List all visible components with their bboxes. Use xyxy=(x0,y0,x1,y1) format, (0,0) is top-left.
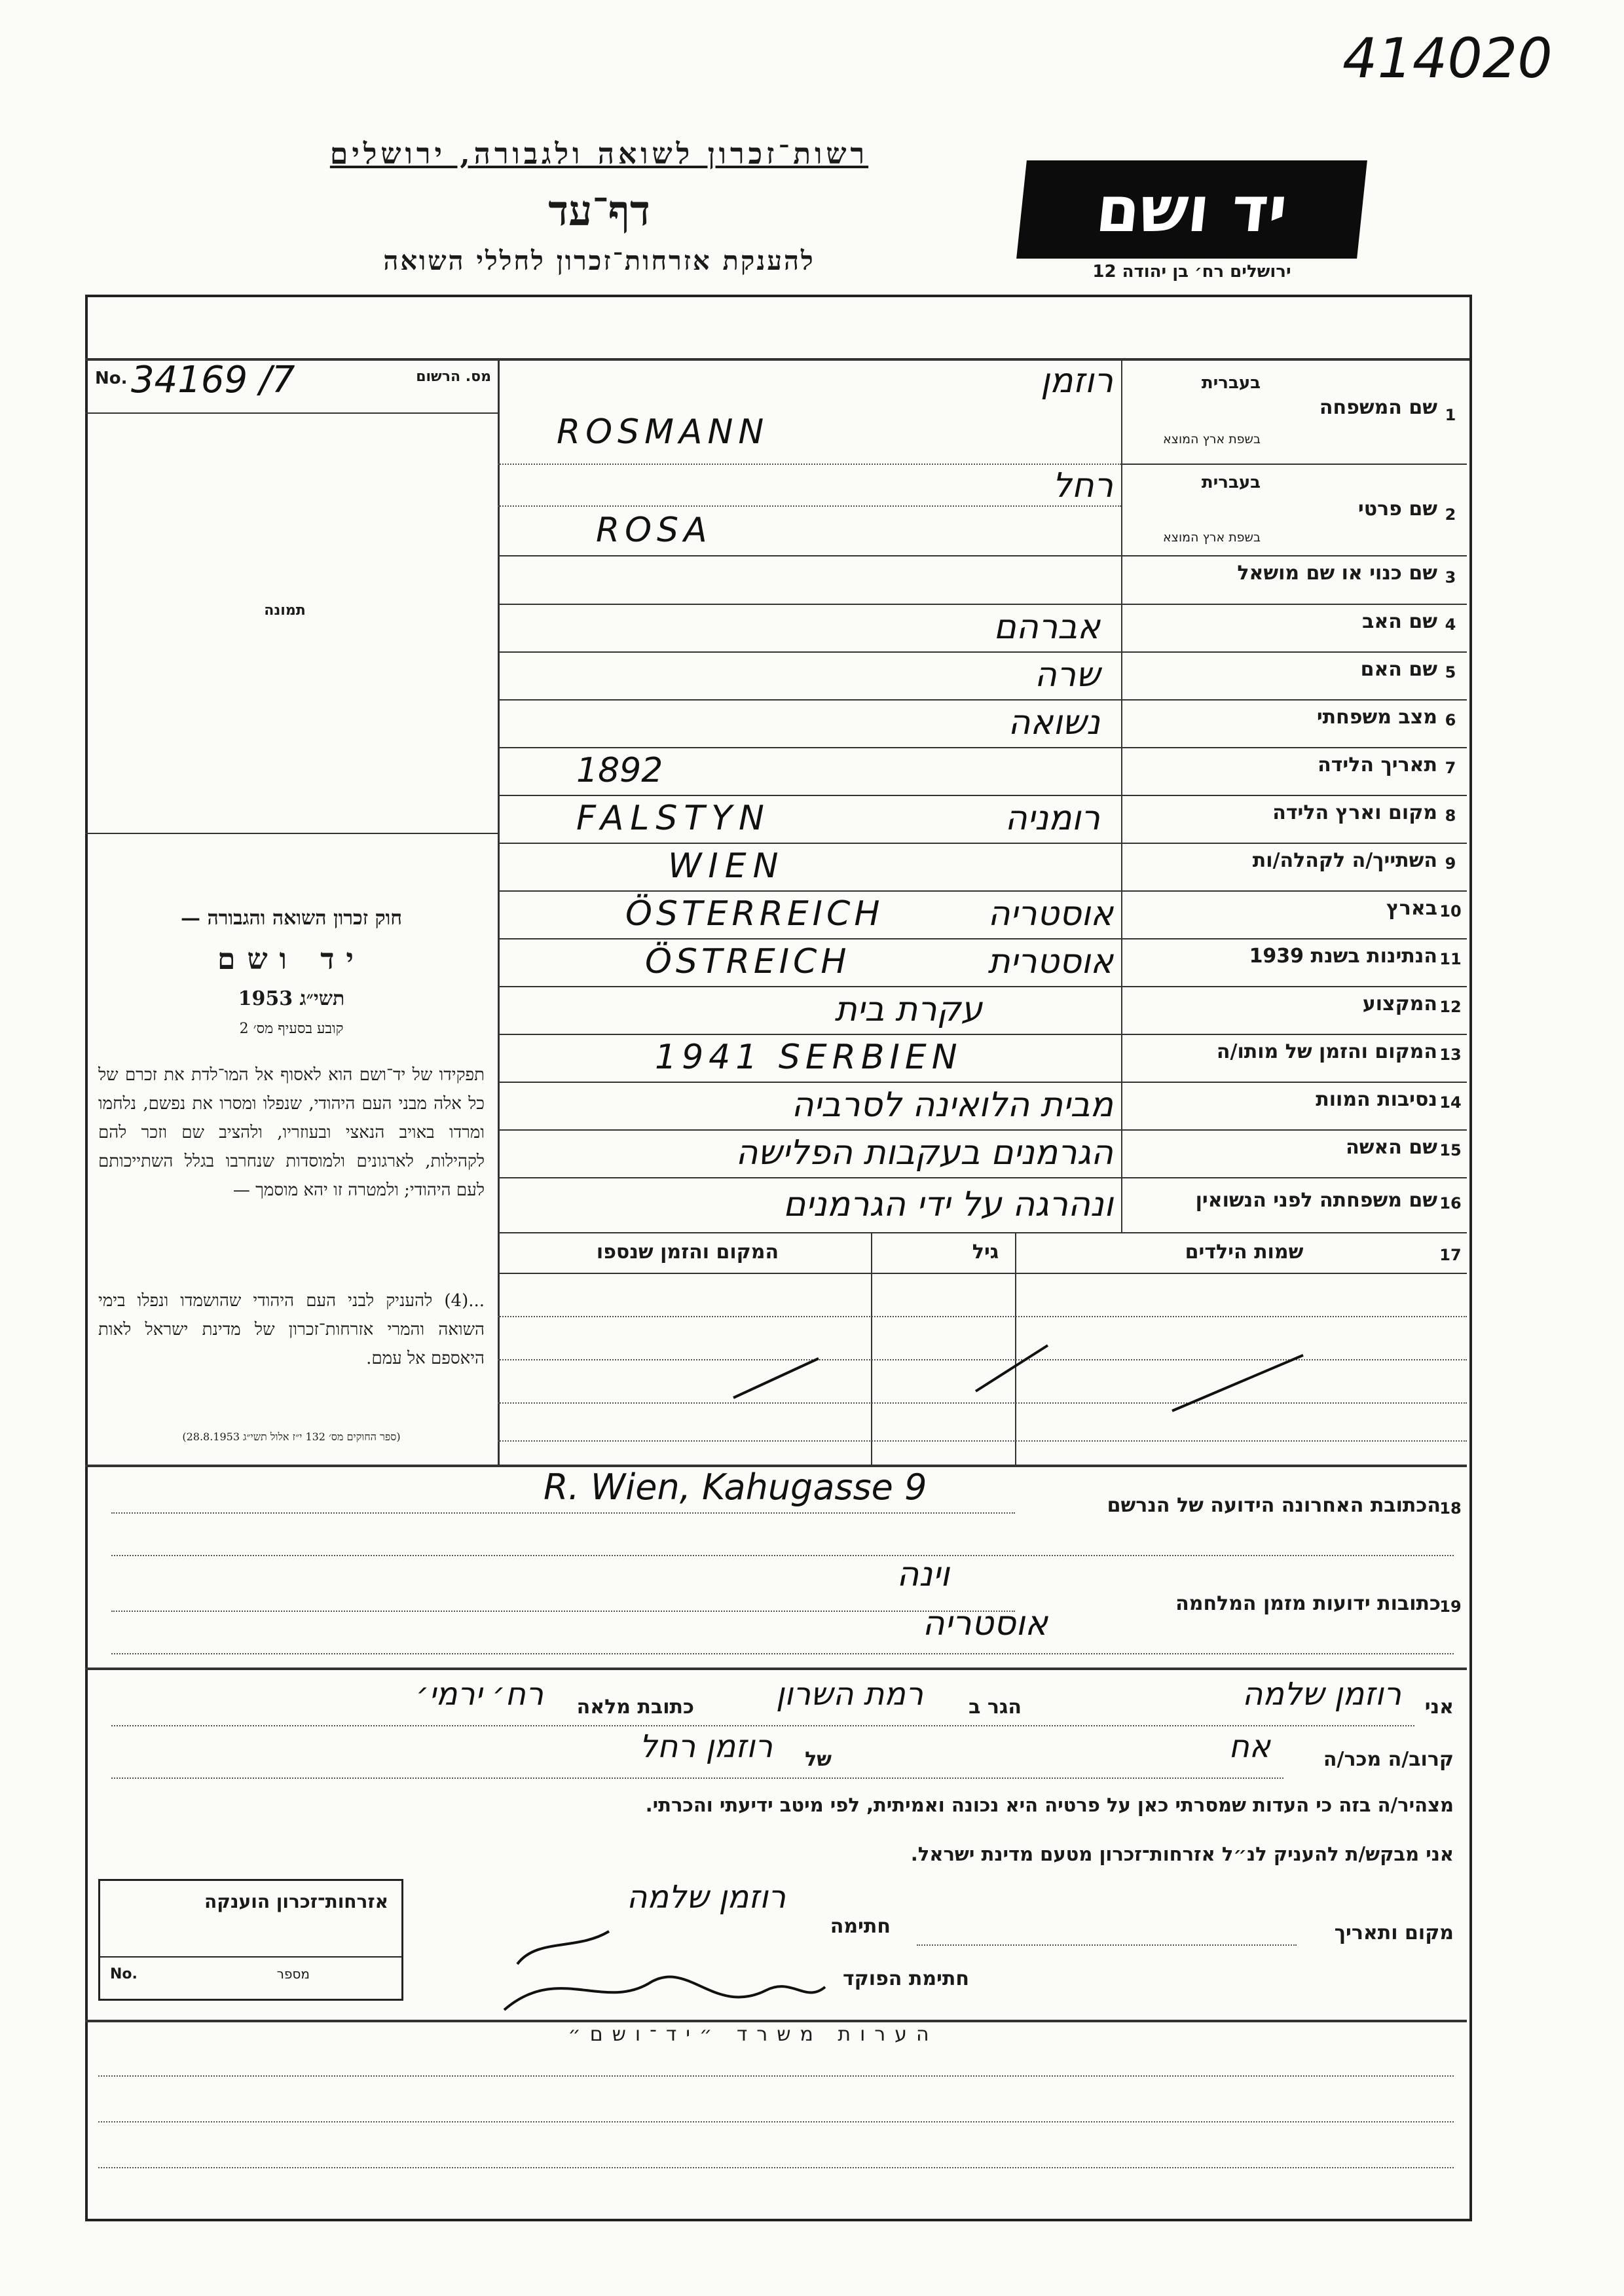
field-number: 3 xyxy=(1445,568,1456,587)
declarant-name: רוזמן שלמה xyxy=(1242,1676,1401,1713)
wartime-dotted xyxy=(111,1611,1015,1612)
field-label-country: בארץ xyxy=(1386,897,1437,920)
birth-place-value: FALSTYN xyxy=(576,799,771,838)
law-year: תשי״ג 1953 xyxy=(238,987,345,1010)
field-local-label: בשפת ארץ המוצא xyxy=(1162,530,1261,545)
address-dotted xyxy=(111,1512,1015,1514)
strike-mark xyxy=(976,1345,1048,1391)
office-notes-label: הערות משרד ״יד־ושם״ xyxy=(568,2023,938,2046)
field-label-maiden-name: שם משפחתה לפני הנשואין xyxy=(1195,1189,1437,1212)
field-number: 4 xyxy=(1445,615,1456,634)
declaration-i-label: אני xyxy=(1424,1696,1454,1719)
declaration-resident-label: הגר ב xyxy=(969,1696,1022,1719)
certificate-number-label: מספר xyxy=(276,1966,310,1982)
declaration-of-label: של xyxy=(805,1748,832,1771)
field-hebrew-label: בעברית xyxy=(1201,373,1261,393)
notes-dotted xyxy=(98,2121,1454,2123)
field-label-profession: המקצוע xyxy=(1362,993,1437,1015)
law-title: חוק זכרון השואה והגבורה — xyxy=(181,907,402,930)
field-number: 10 xyxy=(1439,902,1462,920)
wartime-dotted xyxy=(111,1653,1454,1654)
law-source: (ספר החוקים מס׳ 132 י״ז אלול תשי״ג 28.8.1953) xyxy=(182,1430,401,1443)
header-title: דף־עד xyxy=(548,187,650,236)
place-date-line xyxy=(917,1944,1297,1946)
declaration-statement: מצהיר/ה בזה כי העדות שמסרתי כאן על פרטיה היא נכונה ואמיתית, לפי מיטב ידיעתי והכרתי. xyxy=(645,1794,1454,1816)
strike-mark xyxy=(1172,1355,1303,1411)
field-number: 8 xyxy=(1445,807,1456,825)
header-authority: רשות־זכרון לשואה ולגבורה, ירושלים xyxy=(329,137,869,171)
law-paragraph-1: תפקידו של יד־ושם הוא לאסוף אל המו־לדת את זכרם של כל אלה מבני העם היהודי, שנפלו ומסרו את נפשם, נלחמו ומרדו באויב הנאצי ובעוזריו, ולהציב שם וזכר להם לקהילות, לארגונים ולמוסדות שנחרבו בגלל השתייכותם לעם היהודי; ולמטרה זו יהא מוסמך — xyxy=(98,1065,485,1200)
declaration-relation-label: קרוב/ה מכר/ה xyxy=(1323,1748,1454,1771)
field-label-birth-date: תאריך הלידה xyxy=(1318,754,1437,776)
field-number: 16 xyxy=(1439,1194,1462,1212)
field-label-first-name: שם פרטי xyxy=(1357,498,1437,520)
certificate-title: אזרחות־זכרון הוענקה xyxy=(204,1891,388,1912)
signature-scribble xyxy=(517,1931,609,1964)
declaration-address-label: כתובת מלאה xyxy=(576,1696,694,1719)
father-name-value: אברהם xyxy=(993,608,1100,647)
certificate-box xyxy=(98,1879,403,2001)
marital-status-value: נשואה xyxy=(1008,703,1100,742)
family-name-local: ROSMANN xyxy=(557,412,769,452)
wife-name-value: הגרמנים בעקבות הפלישה xyxy=(735,1133,1113,1173)
field-number: 15 xyxy=(1439,1141,1462,1159)
victim-reference: רוזמן רחל xyxy=(639,1728,773,1765)
registration-number: 34169 /7 xyxy=(131,359,295,401)
country-value-hebrew: אוסטריה xyxy=(987,894,1113,934)
registration-label: מס. הרשום xyxy=(416,369,491,385)
declarant-street: רח׳ ירמי׳ xyxy=(416,1676,544,1713)
field-number: 13 xyxy=(1439,1046,1462,1064)
maiden-name-value: ונהרגה על ידי הגרמנים xyxy=(783,1185,1113,1224)
death-circumstances-value: מבית הלואינה לסרביה xyxy=(791,1085,1113,1125)
field-local-label: בשפת ארץ המוצא xyxy=(1162,432,1261,446)
field-number: 2 xyxy=(1445,505,1456,524)
notes-dotted xyxy=(98,2167,1454,2168)
field-label-birth-place: מקום וארץ הלידה xyxy=(1272,801,1437,824)
death-place-time-value: 1941 SERBIEN xyxy=(655,1038,963,1077)
field-label-alias: שם כנוי או שם מושאל xyxy=(1237,562,1437,585)
field-number: 6 xyxy=(1445,711,1456,729)
field-number: 1 xyxy=(1445,406,1456,424)
family-name-hebrew: רוזמן xyxy=(1040,361,1113,401)
field-label-citizenship-1939: הנתינות בשנת 1939 xyxy=(1249,945,1437,968)
field-label-mother-name: שם האם xyxy=(1360,658,1437,681)
children-names-header: שמות הילדים xyxy=(1185,1241,1304,1264)
field-label-father-name: שם האב xyxy=(1362,610,1437,633)
header-subtitle: להענקת אזרחות־זכרון לחללי השואה xyxy=(383,246,815,276)
children-place-header: המקום והזמן שנספו xyxy=(596,1241,779,1264)
field-label-marital-status: מצב משפחתי xyxy=(1316,706,1437,729)
field-number: 18 xyxy=(1439,1499,1462,1518)
logo-text: יד ושם xyxy=(1092,173,1291,246)
field-label-wartime-addresses: כתובות ידועות מזמן המלחמה xyxy=(1175,1592,1441,1615)
field-label-last-address: הכתובת האחרונה הידועה של הנרשם xyxy=(1107,1494,1441,1517)
field-number: 12 xyxy=(1439,998,1462,1016)
field-label-death-place-time: המקום והזמן של מותו/ה xyxy=(1216,1040,1437,1063)
declarant-relation: אח xyxy=(1228,1728,1270,1765)
last-address-value: R. Wien, Kahugasse 9 xyxy=(544,1467,927,1508)
declaration-request: אני מבקש/ת להעניק לנ״ל אזרחות־זכרון מטעם מדינת ישראל. xyxy=(910,1843,1454,1865)
field-number: 5 xyxy=(1445,663,1456,682)
children-age-header: גיל xyxy=(972,1241,999,1264)
declarant-city: רמת השרון xyxy=(775,1676,923,1713)
archive-number: 414020 xyxy=(1342,26,1553,90)
community-value: WIEN xyxy=(668,847,785,886)
field-number: 19 xyxy=(1439,1597,1462,1616)
field-hebrew-label: בעברית xyxy=(1201,473,1261,492)
header-address: ירושלים רח׳ בן יהודה 12 xyxy=(1092,262,1291,282)
first-name-local: ROSA xyxy=(596,511,712,550)
declarant-signature: רוזמן שלמה xyxy=(627,1879,786,1916)
law-clause: קובע בסעיף מס׳ 2 xyxy=(239,1021,344,1037)
signature-label: חתימה xyxy=(830,1915,891,1938)
field-label-death-circumstances: נסיבות המוות xyxy=(1316,1088,1437,1111)
strike-mark xyxy=(733,1358,819,1398)
field-label-community: השתייך/ה לקהלה/ות xyxy=(1252,849,1437,872)
wartime-address-2: אוסטריה xyxy=(922,1604,1048,1643)
field-number: 9 xyxy=(1445,854,1456,873)
section-rule xyxy=(85,1667,1467,1670)
law-name: יד ושם xyxy=(217,943,365,976)
declaration-dotted xyxy=(111,1777,1283,1779)
notes-dotted xyxy=(98,2075,1454,2077)
birth-date-value: 1892 xyxy=(576,751,663,790)
law-paragraph-2: ...(4) להעניק לבני העם היהודי שהושמדו ונפלו בימי השואה והמרי אזרחות־זכרון של מדינת ישראל לאות היאספם אל עמם. xyxy=(98,1291,485,1368)
mother-name-value: שרה xyxy=(1034,655,1100,695)
photo-label: תמונה xyxy=(264,602,306,619)
field-label-wife-name: שם האשה xyxy=(1346,1136,1437,1159)
field-number: 17 xyxy=(1439,1246,1462,1264)
signature-scribble xyxy=(504,1977,825,2010)
registration-no-label: No. xyxy=(95,369,128,388)
officer-signature-label: חתימת הפוקד xyxy=(843,1967,969,1990)
field-label-family-name: שם המשפחה xyxy=(1319,396,1437,419)
field-number: 11 xyxy=(1439,950,1462,968)
declaration-dotted xyxy=(111,1725,1414,1726)
profession-value: עקרת בית xyxy=(834,990,982,1029)
place-date-label: מקום ותאריך xyxy=(1334,1922,1454,1944)
country-value: ÖSTERREICH xyxy=(625,894,884,934)
citizenship-value: ÖSTREICH xyxy=(645,942,851,981)
certificate-rule xyxy=(100,1956,401,1958)
first-name-hebrew: רחל xyxy=(1052,466,1113,505)
field-number: 7 xyxy=(1445,759,1456,777)
birth-country-value: רומניה xyxy=(1005,799,1100,838)
section-rule xyxy=(85,2020,1467,2022)
wartime-address-1: וינה xyxy=(896,1555,950,1594)
field-number: 14 xyxy=(1439,1093,1462,1112)
certificate-no-label: No. xyxy=(110,1966,138,1982)
citizenship-value-hebrew: אוסטרית xyxy=(987,942,1113,981)
